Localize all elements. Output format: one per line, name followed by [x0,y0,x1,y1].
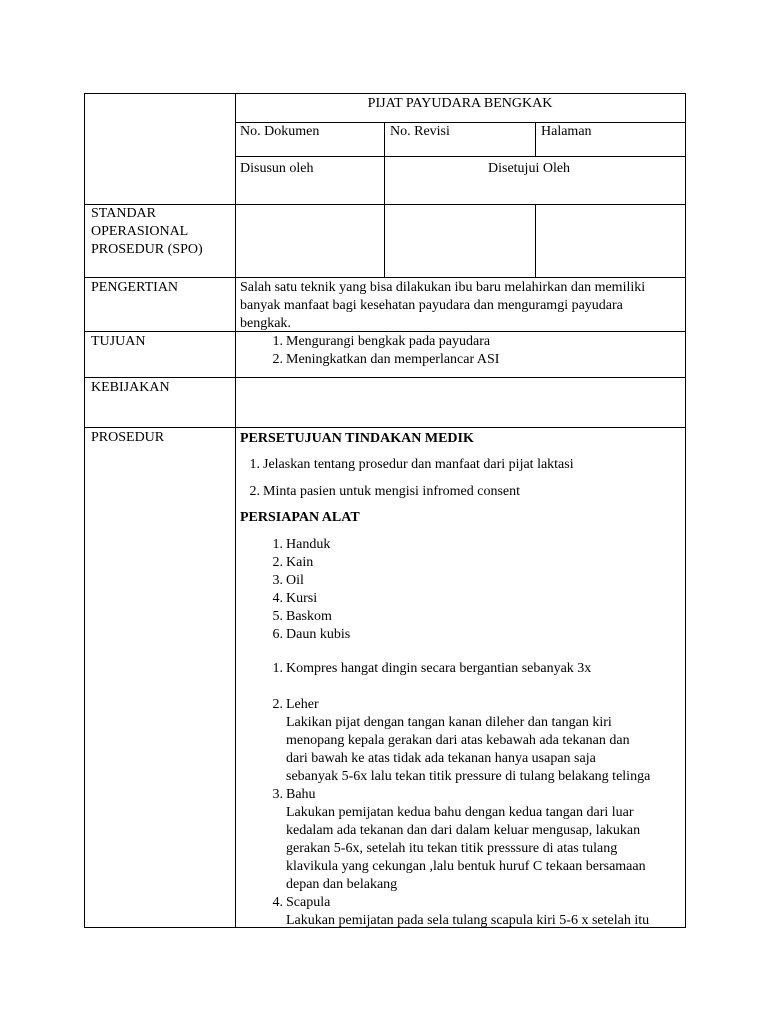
halaman-label: Halaman [541,124,592,139]
list-item: 1. Handuk [272,537,331,552]
row-divider-spo [85,277,685,278]
row-divider-kebijakan [85,427,685,428]
list-item: 3. Bahu [272,787,316,802]
column-divider-approval [384,156,385,277]
step-detail-line: Lakikan pijat dengan tangan kanan dileher dan tangan kiri [286,715,612,730]
persiapan-heading: PERSIAPAN ALAT [240,510,360,525]
step-detail-line: Lakukan pemijatan kedua bahu dengan kedua tangan dari luar [286,805,634,820]
prosedur-label: PROSEDUR [91,430,165,445]
column-divider-halaman [535,122,536,156]
spo-label-line1: STANDAR [91,206,156,221]
list-item: 2. Meningkatkan dan memperlancar ASI [272,352,500,367]
document-title: PIJAT PAYUDARA BENGKAK [367,96,553,111]
alat-list [272,536,351,644]
step-detail-line: depan dan belakang [286,877,398,892]
column-divider-approval-2 [535,204,536,277]
kebijakan-label: KEBIJAKAN [91,380,170,395]
list-item: 2. Leher [272,697,319,712]
list-item: 1. Jelaskan tentang prosedur dan manfaat dari pijat laktasi [249,457,574,472]
step-detail-line: sebanyak 5-6x lalu tekan titik pressure di tulang belakang telinga [286,769,651,784]
pengertian-line: banyak manfaat bagi kesehatan payudara dan menguramgi payudara [240,298,623,313]
persetujuan-heading: PERSETUJUAN TINDAKAN MEDIK [240,431,474,446]
disetujui-oleh-label: Disetujui Oleh [488,161,571,176]
list-item: 4. Kursi [272,591,318,606]
column-divider-revisi [384,122,385,156]
step-detail-line: dari bawah ke atas tidak ada tekanan hanya usapan saja [286,751,596,766]
step-detail-line: Lakukan pemijatan pada sela tulang scapula kiri 5-6 x setelah itu [286,913,650,928]
pengertian-label: PENGERTIAN [91,280,179,295]
list-item: 1. Mengurangi bengkak pada payudara [272,334,491,349]
disusun-oleh-label: Disusun oleh [240,161,314,176]
list-item: 4. Scapula [272,895,331,910]
row-divider-tujuan [85,377,685,378]
no-dokumen-label: No. Dokumen [240,124,320,139]
step-list-1 [272,660,592,678]
list-item: 2. Kain [272,555,314,570]
step-detail-line: menopang kepala gerakan dari atas kebawah ada tekanan dan [286,733,630,748]
pengertian-line: bengkak. [240,316,291,331]
pengertian-line: Salah satu teknik yang bisa dilakukan ibu baru melahirkan dan memiliki [240,280,646,295]
list-item: 6. Daun kubis [272,627,351,642]
row-divider-header [85,204,685,205]
row-divider-docinfo [235,156,685,157]
tujuan-label: TUJUAN [91,334,146,349]
list-item: 3. Oil [272,573,304,588]
step-list-main [272,696,651,930]
step-detail-line: kedalam ada tekanan dan dari dalam keluar mengusap, lakukan [286,823,641,838]
list-item: 2. Minta pasien untuk mengisi infromed consent [249,484,521,499]
step-detail-line: klavikula yang cekungan ,lalu bentuk huruf C tekaan bersamaan [286,859,646,874]
persetujuan-list [249,456,574,501]
no-revisi-label: No. Revisi [390,124,450,139]
tujuan-list [272,333,500,369]
list-item: 1. Kompres hangat dingin secara bergantian sebanyak 3x [272,661,592,676]
spo-label-line3: PROSEDUR (SPO) [91,242,203,257]
spo-document [84,93,686,928]
column-divider-main [235,94,236,927]
spo-label-line2: OPERASIONAL [91,224,189,239]
step-detail-line: gerakan 5-6x, setelah itu tekan titik presssure di atas tulang [286,841,618,856]
list-item: 5. Baskom [272,609,332,624]
row-divider-pengertian [85,331,685,332]
